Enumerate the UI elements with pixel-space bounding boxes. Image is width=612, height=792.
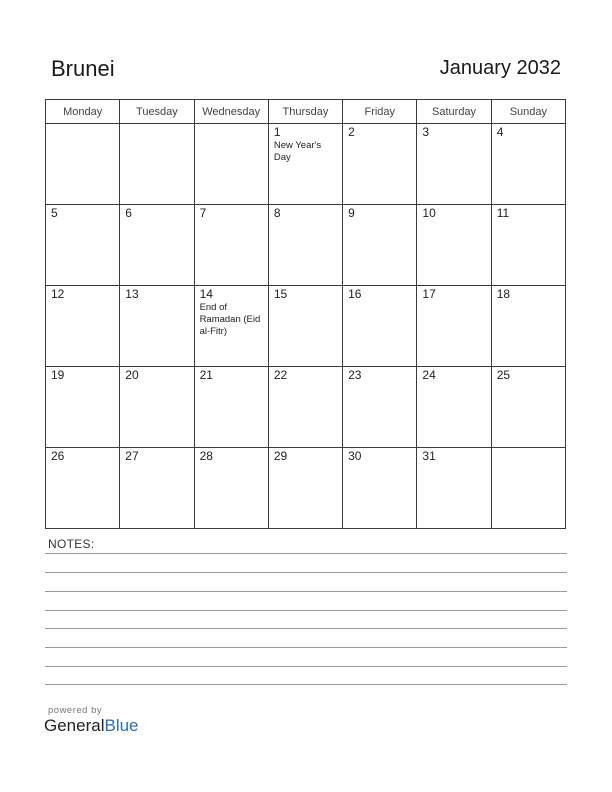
day-cell: [268, 448, 342, 529]
brand-blue: Blue: [104, 716, 139, 735]
day-cell: [417, 205, 491, 286]
day-cell: [343, 286, 417, 367]
day-cell: [343, 367, 417, 448]
day-number: 25: [496, 368, 511, 382]
day-cell: [194, 124, 268, 205]
brand-general: General: [44, 716, 105, 735]
day-number: 15: [273, 287, 288, 301]
weekday-header: Monday: [46, 100, 120, 124]
day-cell: [491, 124, 565, 205]
week-row: [46, 286, 566, 367]
day-cell: [120, 286, 194, 367]
day-cell: [268, 367, 342, 448]
day-cell: [268, 205, 342, 286]
day-number: 10: [422, 206, 436, 220]
day-number: 7: [199, 206, 207, 220]
week-row: [46, 448, 566, 529]
country-title: Brunei: [51, 56, 115, 81]
day-number: 6: [125, 206, 132, 220]
day-cell: [417, 286, 491, 367]
powered-by-text: powered by: [48, 705, 103, 716]
holiday-label: End of Ramadan (Eid al-Fitr): [199, 302, 261, 337]
holiday-label: New Year's Day: [273, 140, 322, 163]
day-cell: [491, 367, 565, 448]
day-cell: [194, 448, 268, 529]
note-line: [45, 572, 567, 573]
day-cell: [417, 124, 491, 205]
week-row: [46, 124, 566, 205]
day-number: 3: [422, 125, 430, 139]
day-cell: [46, 124, 120, 205]
day-number: 24: [422, 368, 436, 382]
day-cell: [491, 286, 565, 367]
day-number: 8: [273, 206, 281, 220]
day-cell: [417, 448, 491, 529]
day-number: 1: [273, 125, 281, 139]
day-number: 20: [125, 368, 139, 382]
day-number: 26: [51, 449, 65, 463]
note-line: [45, 591, 567, 592]
day-cell: [194, 286, 268, 367]
day-cell: [46, 286, 120, 367]
calendar-grid: [45, 99, 566, 529]
note-line: [45, 610, 567, 611]
note-line: [45, 684, 567, 685]
day-number: 2: [348, 125, 355, 139]
weekday-header: Friday: [343, 100, 417, 124]
note-line: [45, 628, 567, 629]
weekday-header: Thursday: [268, 100, 342, 124]
day-number: 14: [199, 287, 213, 301]
day-cell: [46, 367, 120, 448]
day-number: 31: [422, 449, 436, 463]
day-number: 19: [51, 368, 65, 382]
day-number: 22: [273, 368, 288, 382]
day-cell: [343, 205, 417, 286]
note-line: [45, 666, 567, 667]
weekday-header-row: [46, 100, 566, 124]
day-number: 11: [496, 206, 510, 220]
day-cell: [491, 448, 565, 529]
week-row: [46, 205, 566, 286]
day-cell: [268, 124, 342, 205]
note-line: [45, 553, 567, 554]
week-row: [46, 367, 566, 448]
day-number: 17: [422, 287, 436, 301]
day-number: 28: [199, 449, 213, 463]
day-number: 9: [348, 206, 355, 220]
day-cell: [343, 124, 417, 205]
day-cell: [46, 205, 120, 286]
day-number: 18: [496, 287, 511, 301]
day-number: 23: [348, 368, 362, 382]
day-number: 5: [51, 206, 58, 220]
day-cell: [120, 448, 194, 529]
day-cell: [491, 205, 565, 286]
day-number: 12: [51, 287, 65, 301]
brand-logo: [44, 716, 139, 736]
day-cell: [120, 205, 194, 286]
weekday-header: Wednesday: [194, 100, 268, 124]
day-number: 27: [125, 449, 139, 463]
day-number: 30: [348, 449, 362, 463]
day-cell: [268, 286, 342, 367]
day-number: 16: [348, 287, 362, 301]
day-number: 4: [496, 125, 504, 139]
day-cell: [417, 367, 491, 448]
weekday-header: Sunday: [491, 100, 565, 124]
day-cell: [194, 205, 268, 286]
day-cell: [343, 448, 417, 529]
weekday-header: Tuesday: [120, 100, 194, 124]
day-cell: [194, 367, 268, 448]
notes-label: NOTES:: [48, 537, 95, 551]
month-year-title: January 2032: [439, 57, 561, 79]
day-number: 13: [125, 287, 139, 301]
day-cell: [120, 124, 194, 205]
day-number: 21: [199, 368, 213, 382]
day-cell: [46, 448, 120, 529]
note-line: [45, 647, 567, 648]
weekday-header: Saturday: [417, 100, 491, 124]
day-number: 29: [273, 449, 288, 463]
day-cell: [120, 367, 194, 448]
